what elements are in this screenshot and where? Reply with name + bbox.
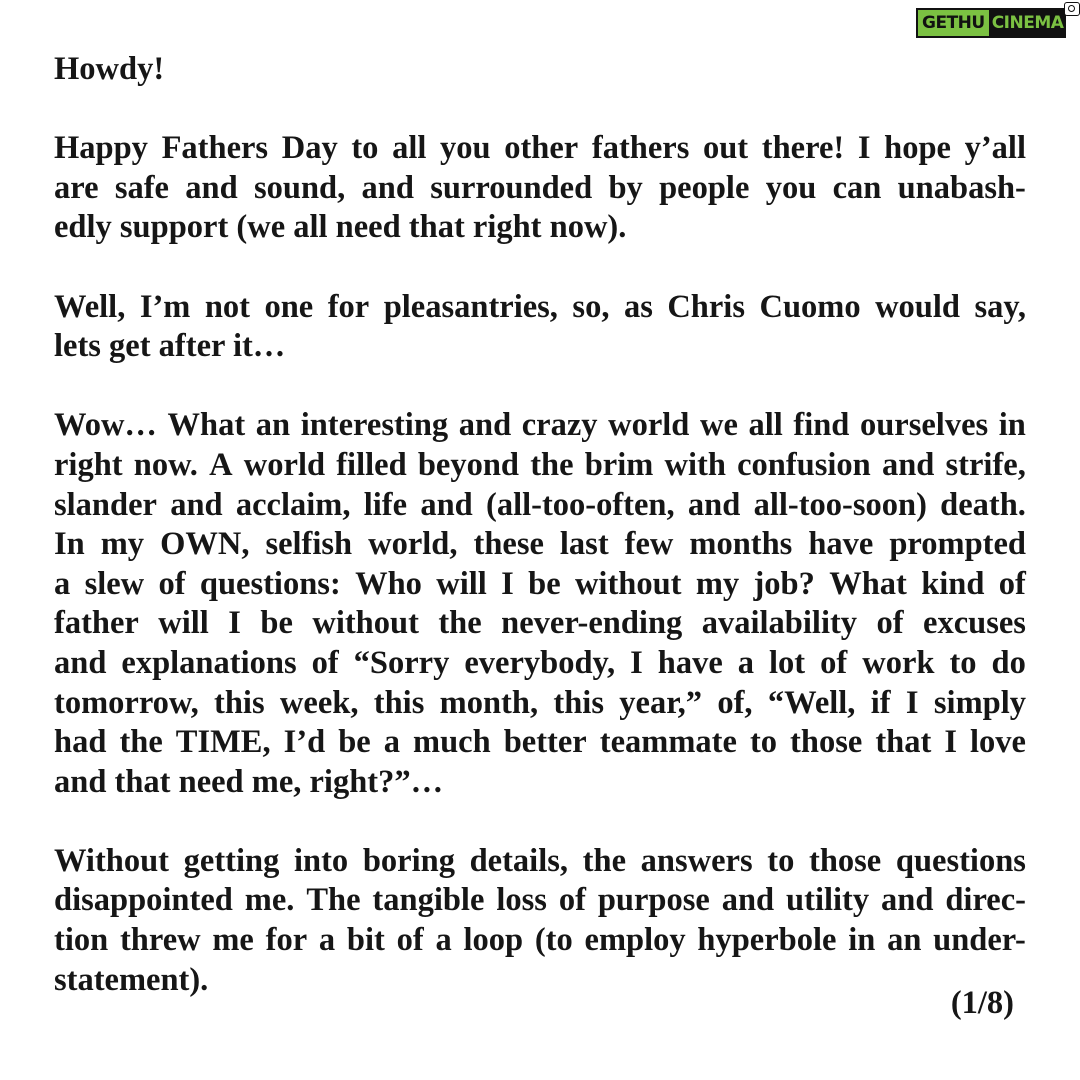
- page-indicator: (1/8): [950, 985, 1014, 1021]
- paragraph-3: [54, 406, 1026, 802]
- text-line: are safe and sound, and surrounded by people you can unabash-: [54, 169, 1026, 206]
- camera-icon: [1064, 2, 1080, 16]
- text-line: tion threw me for a bit of a loop (to employ hyperbole in an under-: [54, 922, 1026, 959]
- text-line: Well, I’m not one for pleasantries, so, as Chris Cuomo would say,: [54, 288, 1026, 325]
- text-line: Happy Fathers Day to all you other fathers out there! I hope y’all: [54, 130, 1026, 167]
- text-line: slander and acclaim, life and (all-too-often, and all-too-soon) death.: [54, 486, 1026, 523]
- logo-text-gethu: GETHU: [916, 8, 989, 38]
- text-line: and explanations of “Sorry everybody, I have a lot of work to do: [54, 644, 1026, 681]
- text-line: lets get after it…: [54, 328, 286, 365]
- text-line: father will I be without the never-ending availability of excuses: [54, 605, 1026, 642]
- text-line: right now. A world filled beyond the brim with confusion and strife,: [54, 446, 1026, 483]
- paragraph-2: [54, 288, 1026, 367]
- paragraph-1: [54, 129, 1026, 248]
- text-line: edly support (we all need that right now).: [54, 209, 627, 246]
- gethu-cinema-logo: [916, 8, 1068, 38]
- text-line: and that need me, right?”…: [54, 763, 444, 800]
- text-line: tomorrow, this week, this month, this year,” of, “Well, if I simply: [54, 684, 1026, 721]
- greeting: [54, 50, 1026, 90]
- text-line: statement).: [54, 961, 209, 998]
- text-line: Wow… What an interesting and crazy world we all find ourselves in: [54, 407, 1026, 444]
- text-line: Without getting into boring details, the answers to those questions: [54, 842, 1026, 879]
- text-line: had the TIME, I’d be a much better teammate to those that I love: [54, 724, 1026, 761]
- letter-body: [54, 50, 1026, 1040]
- paragraph-4: [54, 842, 1026, 1000]
- text-line: a slew of questions: Who will I be without my job? What kind of: [54, 565, 1026, 602]
- text-line: disappointed me. The tangible loss of purpose and utility and direc-: [54, 882, 1026, 919]
- text-line: In my OWN, selfish world, these last few months have prompted: [54, 526, 1026, 563]
- logo-text-cinema: CINEMA: [989, 8, 1067, 38]
- greeting-line: Howdy!: [54, 51, 165, 87]
